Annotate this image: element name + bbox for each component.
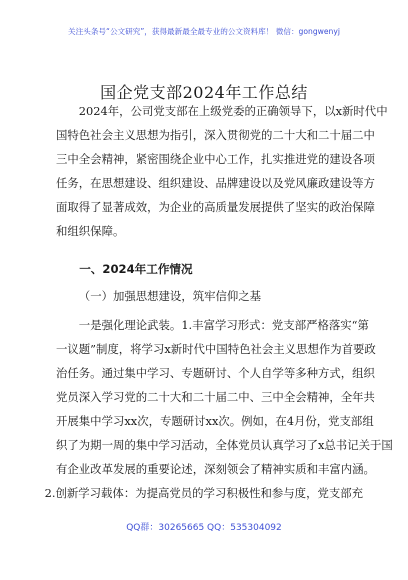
text-line: 2.创新学习载体：为提高党员的学习积极性和参与度，党支部充: [44, 486, 364, 500]
intro-paragraph: [56, 99, 388, 243]
text-line: 一议题”制度，将学习x新时代中国特色社会主义思想作为首要政: [56, 342, 376, 356]
text-line: 一是强化理论武装。1.丰富学习形式：党支部严格落实“第: [78, 318, 369, 332]
subsection-heading: （一）加强思想建设，筑牢信仰之基: [78, 289, 262, 303]
header-note: 关注头条号“公文研究”，获得最新最全最专业的公文资料库！ 微信：gongwenyj: [68, 27, 340, 36]
text-line: 三中全会精神，紧密围绕企业中心工作，扎实推进党的建设各项: [56, 152, 375, 166]
text-line: 任务，在思想建设、组织建设、品牌建设以及党风廉政建设等方: [56, 176, 375, 190]
text-line: 2024年，公司党支部在上级党委的正确领导下，以x新时代中: [78, 104, 388, 118]
footer-contact: QQ群：30265665 QQ：535304092: [126, 523, 282, 533]
text-line: 国特色社会主义思想为指引，深入贯彻党的二十大和二十届二中: [56, 128, 375, 142]
text-line: 和组织保障。: [56, 224, 125, 238]
body-paragraph: [44, 313, 393, 505]
document-title: 国企党支部2024年工作总结: [100, 83, 308, 102]
section-heading: 一、2024年工作情况: [79, 262, 193, 276]
text-line: 面取得了显著成效，为企业的高质量发展提供了坚实的政治保障: [56, 200, 375, 214]
text-line: 有企业改革发展的重要论述，深刻领会了精神实质和丰富内涵。: [56, 462, 375, 476]
text-line: 党员深入学习党的二十大和二十届二中、三中全会精神，全年共: [56, 390, 375, 404]
text-line: 治任务。通过集中学习、专题研讨、个人自学等多种方式，组织: [56, 366, 375, 380]
text-line: 织了为期一周的集中学习活动，全体党员认真学习了x总书记关于国: [56, 438, 393, 452]
text-line: 开展集中学习xx次，专题研讨xx次。例如，在4月份，党支部组: [56, 414, 374, 428]
